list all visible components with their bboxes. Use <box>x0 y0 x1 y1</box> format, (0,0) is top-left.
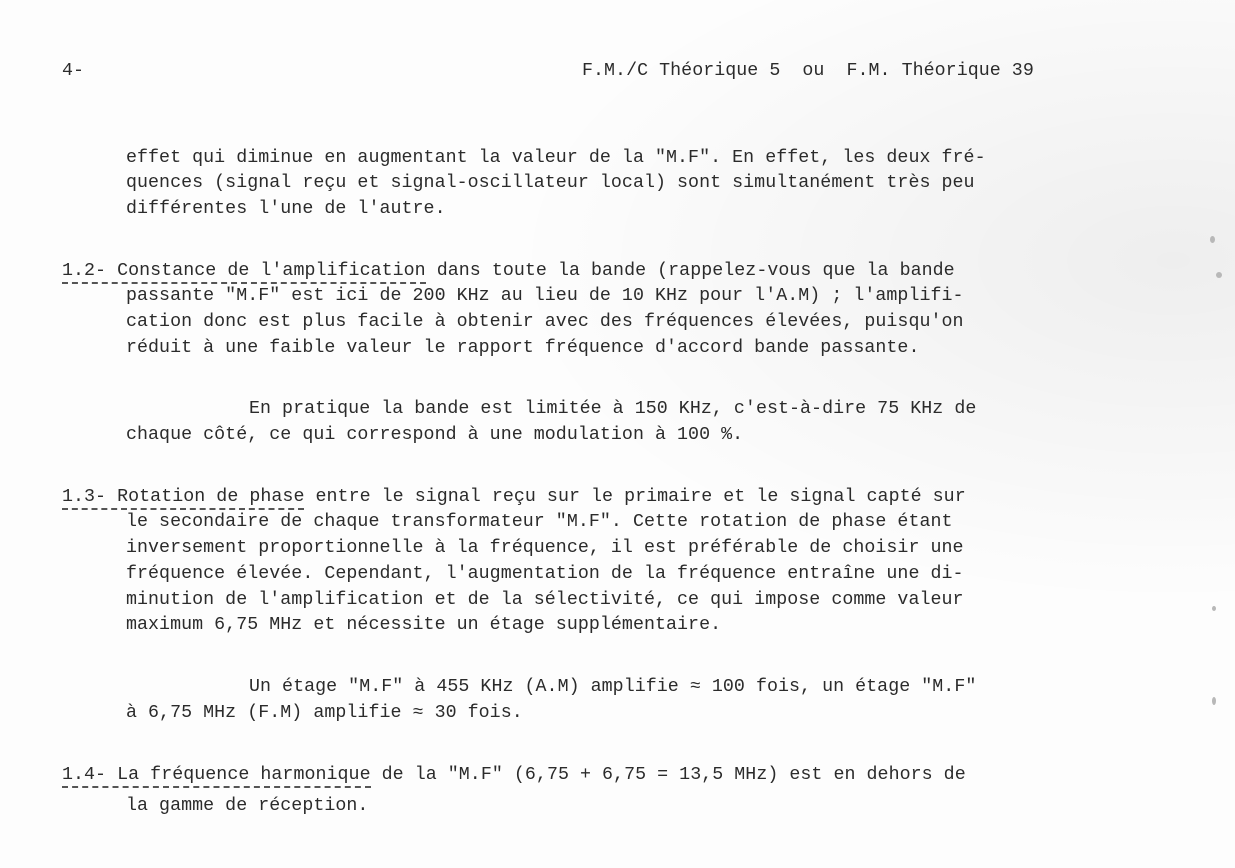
section-1-3-first-line-rest: entre le signal reçu sur le primaire et le signal capté sur <box>304 487 966 507</box>
section-1-4-heading <box>62 765 371 788</box>
section-1-2-para2-line-2: chaque côté, ce qui correspond à une modulation à 100 %. <box>126 425 744 445</box>
section-1-2-heading <box>62 261 426 284</box>
section-1-3-title: Rotation de phase <box>117 487 305 507</box>
section-1-3-para2-line-1: Un étage "M.F" à 455 KHz (A.M) amplifie ≈ 100 fois, un étage "M.F" <box>249 677 977 697</box>
section-1-2-number: 1.2- <box>62 261 107 281</box>
scan-speck <box>1212 606 1216 611</box>
section-1-4-number: 1.4- <box>62 765 107 785</box>
section-1-2-line-4: réduit à une faible valeur le rapport fréquence d'accord bande passante. <box>126 338 920 358</box>
scan-speck <box>1210 236 1215 243</box>
section-1-2-line-2: passante "M.F" est ici de 200 KHz au lieu de 10 KHz pour l'A.M) ; l'amplifi- <box>126 286 964 306</box>
intro-line-1: effet qui diminue en augmentant la valeur de la "M.F". En effet, les deux fré- <box>126 148 986 168</box>
intro-line-3: différentes l'une de l'autre. <box>126 199 446 219</box>
section-1-2-first-line-rest: dans toute la bande (rappelez-vous que la bande <box>425 261 955 281</box>
scan-speck <box>1212 697 1216 705</box>
page-number: 4- <box>62 61 85 81</box>
section-1-2-title: Constance de l'amplification <box>117 261 426 281</box>
section-1-3-heading <box>62 487 304 510</box>
running-title: F.M./C Théorique 5 ou F.M. Théorique 39 <box>582 61 1034 81</box>
section-1-3-line-5: minution de l'amplification et de la sélectivité, ce qui impose comme valeur <box>126 590 964 610</box>
section-1-4-first-line-rest: de la "M.F" (6,75 + 6,75 = 13,5 MHz) est en dehors de <box>370 765 966 785</box>
section-1-3-line-6: maximum 6,75 MHz et nécessite un étage supplémentaire. <box>126 615 722 635</box>
section-1-2-para2-line-1: En pratique la bande est limitée à 150 KHz, c'est-à-dire 75 KHz de <box>249 399 977 419</box>
intro-line-2: quences (signal reçu et signal-oscillateur local) sont simultanément très peu <box>126 173 975 193</box>
section-1-4-title: La fréquence harmonique <box>117 765 371 785</box>
section-1-2-first-line <box>62 260 955 282</box>
section-1-3-para2-line-2: à 6,75 MHz (F.M) amplifie ≈ 30 fois. <box>126 703 523 723</box>
scan-speck <box>1216 272 1222 278</box>
section-1-2-line-3: cation donc est plus facile à obtenir avec des fréquences élevées, puisqu'on <box>126 312 964 332</box>
section-1-3-first-line <box>62 486 966 508</box>
section-1-3-line-3: inversement proportionnelle à la fréquence, il est préférable de choisir une <box>126 538 964 558</box>
section-1-4-line-2: la gamme de réception. <box>126 796 369 816</box>
section-1-3-line-2: le secondaire de chaque transformateur "M.F". Cette rotation de phase étant <box>126 512 953 532</box>
section-1-3-number: 1.3- <box>62 487 107 507</box>
section-1-4-first-line <box>62 764 966 786</box>
section-1-3-line-4: fréquence élevée. Cependant, l'augmentation de la fréquence entraîne une di- <box>126 564 964 584</box>
